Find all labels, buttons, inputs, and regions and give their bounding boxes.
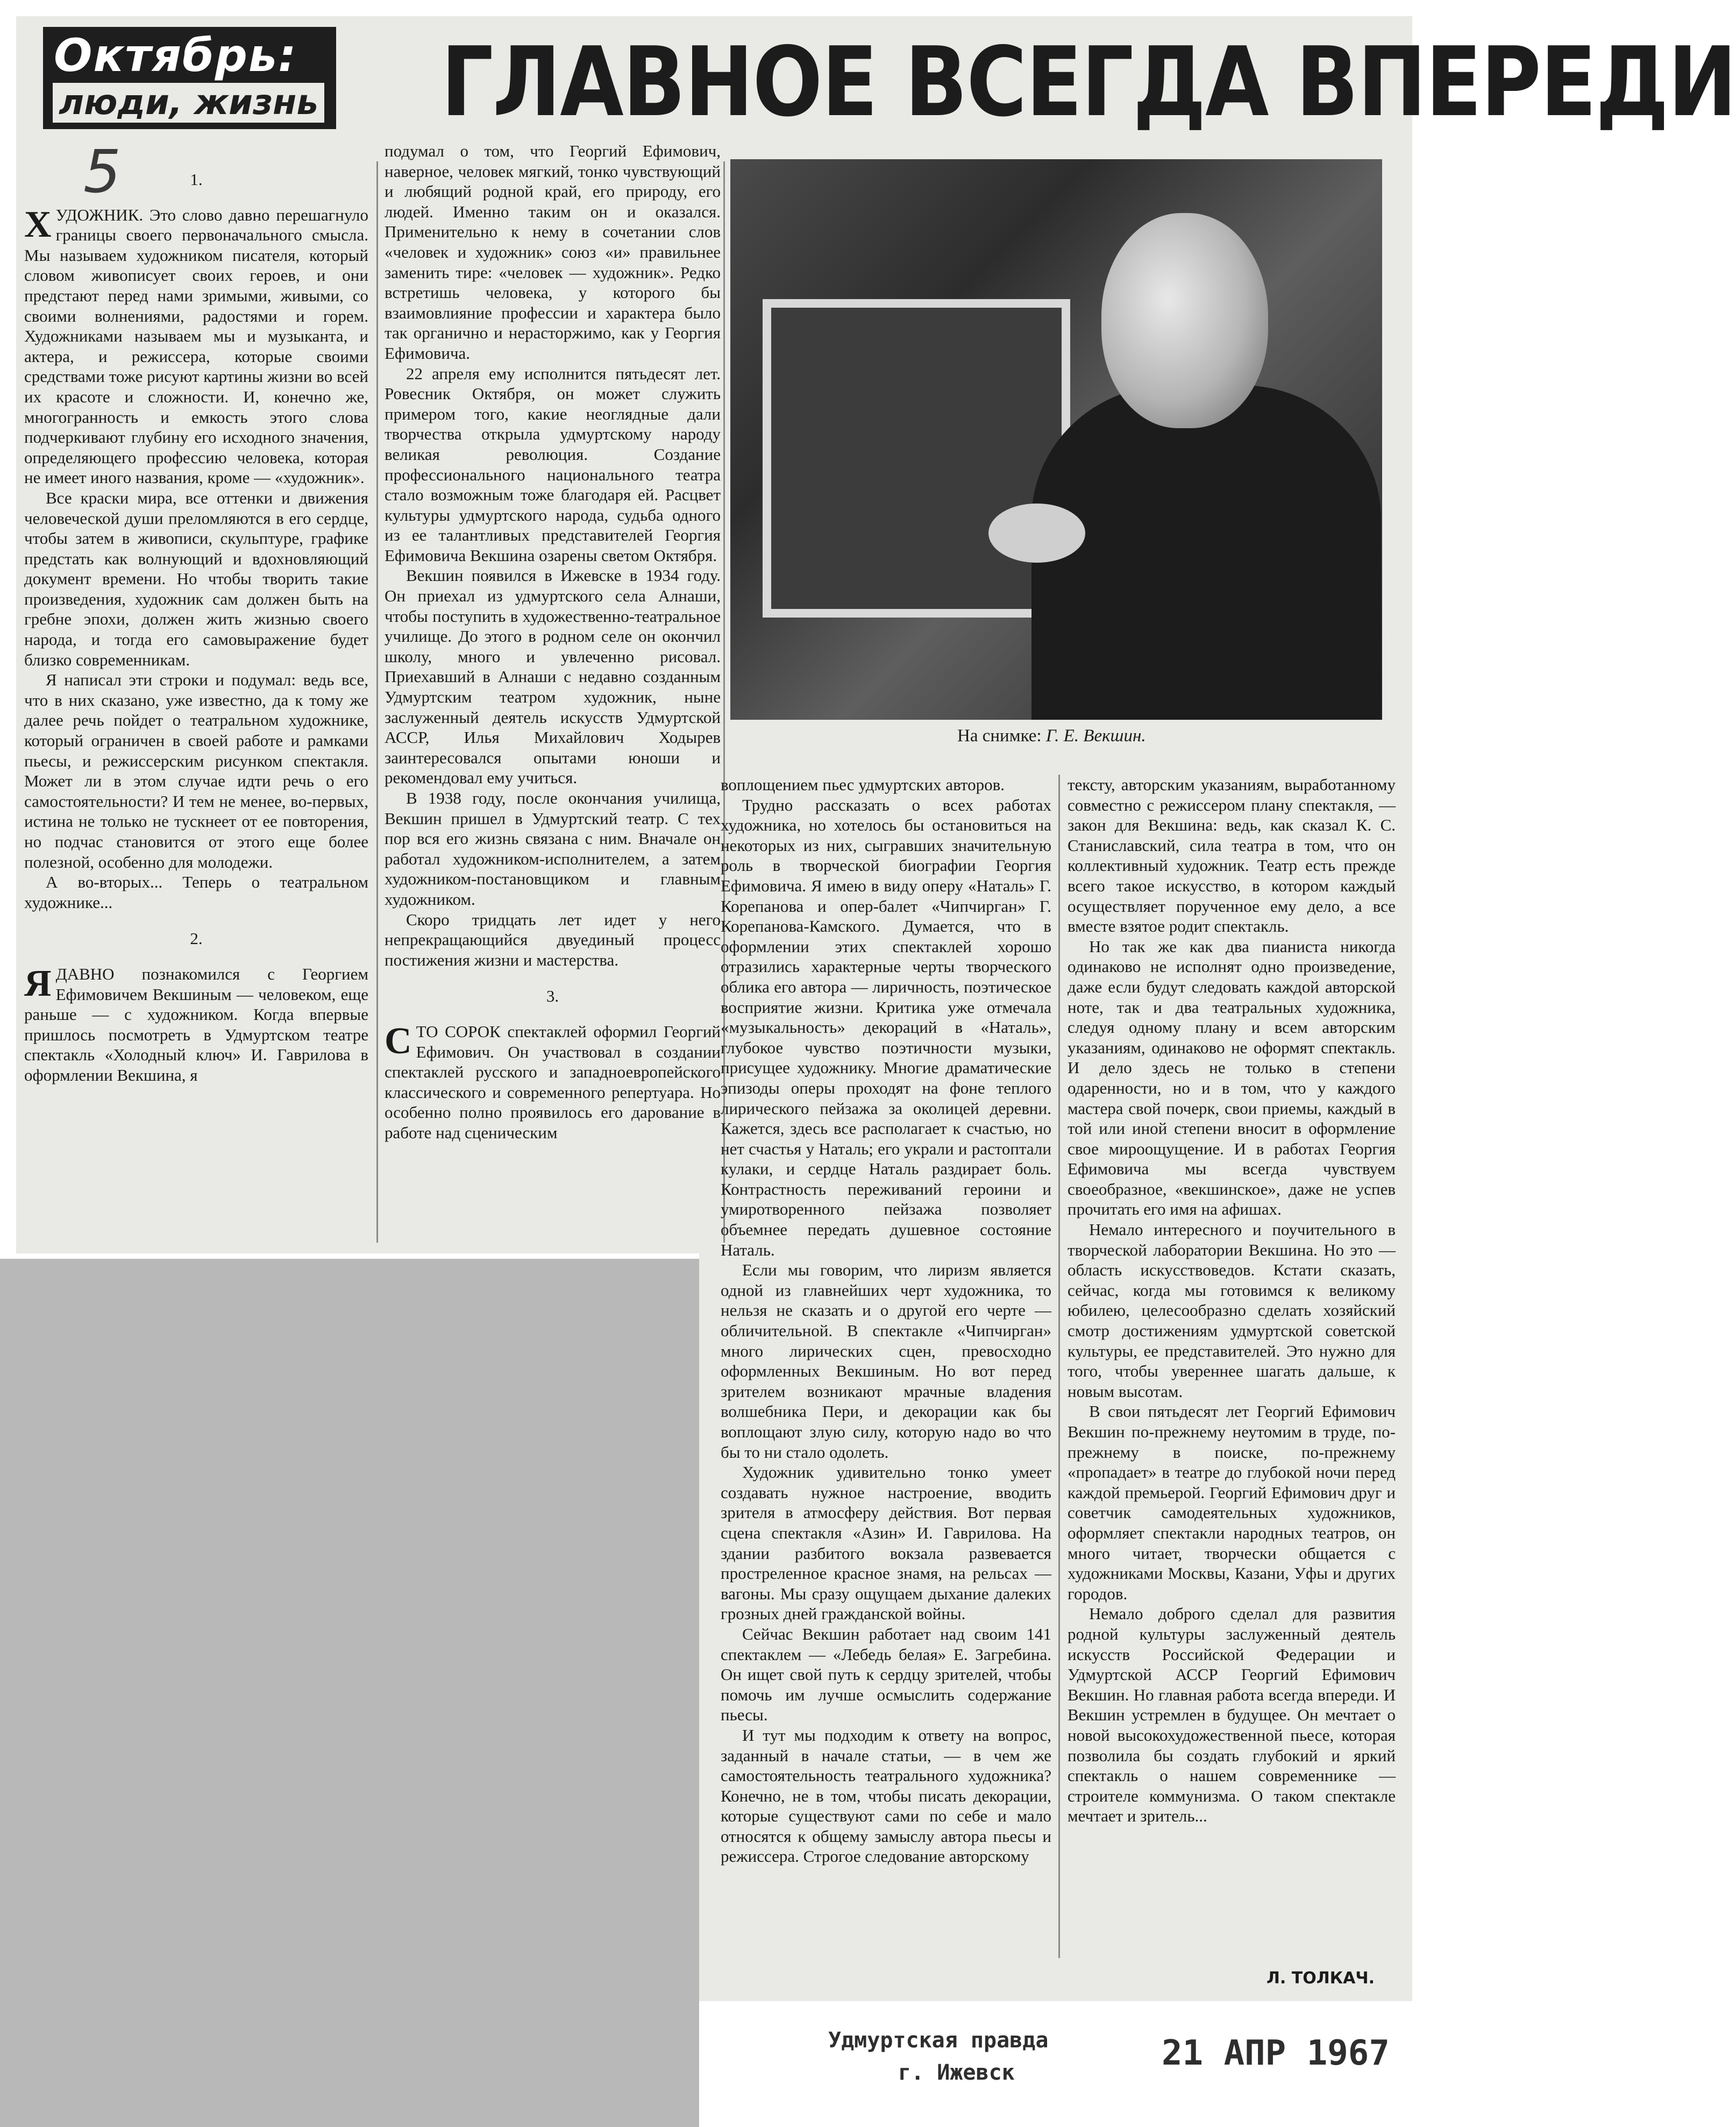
headline: ГЛАВНОЕ ВСЕГДА ВПЕРЕДИ [441, 26, 1736, 138]
paragraph: А во-вторых... Теперь о театральном художнике... [24, 873, 368, 912]
section-number-1: 1. [190, 170, 203, 189]
stamp-newspaper: Удмуртская правда [828, 2028, 1049, 2053]
drop-cap-x: Х [24, 203, 52, 245]
paragraph: ДАВНО познакомился с Георгием Ефимовичем Векшиным — человеком, еще раньше — с художником. Когда впервые пришлось посмотреть в Удмуртском театре спектакль «Холодный ключ» И. Гаврилова в оформлении Векшина, я [24, 964, 368, 1084]
paragraph: В 1938 году, после окончания училища, Векшин пришел в Удмуртский театр. С тех пор вся его жизнь связана с ним. Вначале он работал художником-исполнителем, а затем художником-постановщиком и главным художником. [385, 789, 721, 909]
paragraph: Если мы говорим, что лиризм является одной из главнейших черт художника, то нельзя не сказать и о другой его черте — обличительной. В спектакле «Чипчирган» много лирических сцен, превосходно оформленных Векшиным. Но вот перед зрителем возникают мрачные владения волшебника Пери, и декорации как бы воплощают злую силу, которую надо во что бы то ни стало одолеть. [721, 1260, 1051, 1462]
portrait-photo [730, 159, 1382, 720]
paragraph: воплощением пьес удмуртских авторов. [721, 775, 1005, 794]
paragraph: ТО СОРОК спектаклей оформил Георгий Ефимович. Он участвовал в создании спектаклей русского и западноевропейского классического и современного репертуара. Но особенно полно проявилось его дарование в работе над сценическим [385, 1022, 721, 1142]
paragraph: подумал о том, что Георгий Ефимович, наверное, человек мягкий, тонко чувствующий и любящий родной край, его природу, его людей. Именно таким он и оказался. Применительно к нему в сочетании слов «человек и художник» союз «и» правильнее заменить тире: «человек — художник». Редко встретишь человека, у которого бы взаимовлияние профессии и характера было так органично и нерасторжимо, как у Георгия Ефимовича. [385, 141, 721, 363]
drop-cap-ya: Я [24, 962, 52, 1004]
paragraph: Векшин появился в Ижевске в 1934 году. Он приехал из удмуртского села Алнаши, чтобы поступить в художественно-театральное училище. До этого в родном селе он окончил школу, много и увлеченно рисовал. Приехавший в Алнаши с недавно созданным Удмуртским театром художник, ныне заслуженный деятель искусств Удмуртской АССР, Илья Михайлович Ходырев заинтересовался опытами юноши и рекомендовал ему учиться. [385, 566, 721, 788]
drop-cap-s: С [385, 1020, 412, 1062]
paragraph: Трудно рассказать о всех работах художника, но хотелось бы остановиться на некоторых из них, сыгравших значительную роль в творческой биографии Георгия Ефимовича. Я имею в виду оперу «Наталь» Г. Корепанова и опер-балет «Чипчирган» Г. Корепанова-Камского. Думается, что в оформлении этих спектаклей хорошо отразились характерные черты творческого облика его автора — лиричность, поэтическое восприятие жизни. Критика уже отмечала «музыкальность» декораций в «Наталь», глубокое чувство поэтичности музыки, присущее художнику. Многие драматические эпизоды оперы проходят на фоне теплого лирического пейзажа за околицей деревни. Кажется, здесь все располагает к счастью, но нет счастья у Наталь; его украли и растоптали кулаки, и сердце Наталь раздирает боль. Контрастность переживаний героини и умиротворенного пейзажа позволяет объемнее передать душевное состояние Наталь. [721, 795, 1051, 1259]
caption-name: Г. Е. Векшин. [1045, 726, 1146, 746]
paragraph: тексту, авторским указаниям, выработанному совместно с режиссером плану спектакля, — закон для Векшина: ведь, как сказал К. С. Станиславский, сила театра в том, что он коллективный художник. Театр есть прежде всего такое искусство, в котором каждый осуществляет порученное ему дело, а все вместе взятое родит спектакль. [1068, 775, 1396, 936]
scan-background [0, 1259, 699, 2127]
paragraph: Немало доброго сделал для развития родной культуры заслуженный деятель искусств Российской Федерации и Удмуртской АССР Георгий Ефимович Векшин. Но главная работа всегда впереди. И Векшин устремлен в будущее. Он мечтает о новой высокохудожественной пьесе, которая позволила бы создать глубокий и яркий спектакль о нашем современнике — строителе коммунизма. О таком спектакле мечтает и зритель... [1068, 1604, 1396, 1826]
paragraph: Художник удивительно тонко умеет создавать нужное настроение, вводить зрителя в атмосферу действия. Вот первая сцена спектакля «Азин» И. Гаврилова. На здании разбитого вокзала развевается простреленное красное знамя, на рельсах — вагоны. Мы сразу ощущаем дыхание далеких грозных дней гражданской войны. [721, 1463, 1051, 1623]
paragraph: Все краски мира, все оттенки и движения человеческой души преломляются в его сердце, чтобы затем в живописи, скульптуре, графике предстать как волнующий и вдохновляющий документ времени. Но чтобы творить такие произведения, художник сам должен быть на гребне эпохи, должен жить жизнью своего народа, и тогда его самовыражение будет близко современникам. [24, 488, 368, 669]
paragraph: Я написал эти строки и подумал: ведь все, что в них сказано, уже известно, да к тому же далее речь пойдет о театральном художнике, который ограничен в своей работе и рамками пьесы, и режиссерским рисунком спектакля. Может ли в этом случае идти речь о его самостоятельности? И тем не менее, во-первых, истина не только не тускнеет от ее повторения, но подчас становится от этого еще более полезной, особенно для молодежи. [24, 670, 368, 871]
column-4 [1068, 775, 1396, 1826]
rubric-people-life: люди, жизнь [53, 83, 324, 123]
photo-caption [957, 726, 1146, 746]
paragraph: 22 апреля ему исполнится пятьдесят лет. Ровесник Октября, он может служить примером того, какие неоглядные дали творчества открыла удмуртскому народу великая революция. Создание профессионального национального театра стало возможным тоже благодаря ей. Расцвет культуры удмуртского народа, судьба одного из ее талантливых представителей Георгия Ефимовича Векшина озарены светом Октября. [385, 364, 721, 565]
paragraph: В свои пятьдесят лет Георгий Ефимович Векшин по-прежнему неутомим в труде, по-прежнему в поиске, по-прежнему «пропадает» в театре до глубокой ночи перед каждой премьерой. Георгий Ефимович друг и советчик самодеятельных художников, оформляет спектакли народных театров, он много читает, творчески общается с художниками Москвы, Казани, Уфы и других городов. [1068, 1402, 1396, 1603]
handwritten-number: 5 [83, 137, 121, 206]
caption-prefix: На снимке: [957, 726, 1042, 746]
section-number-3: 3. [546, 987, 559, 1006]
photo-hand [988, 504, 1085, 563]
column-3 [721, 775, 1051, 1867]
paragraph: Немало интересного и поучительного в творческой лаборатории Векшина. Но это — область искусствоведов. Кстати сказать, сейчас, когда мы готовимся к великому юбилею, целесообразно сделать хозяйский смотр достижениям удмуртской советской культуры, ее представителей. Это нужно для того, чтобы увереннее шагать дальше, к новым высотам. [1068, 1220, 1396, 1401]
photo-figure [1031, 385, 1381, 720]
stamp-city: г. Ижевск [898, 2060, 1015, 2085]
paragraph: УДОЖНИК. Это слово давно перешагнуло границы своего первоначального смысла. Мы называем художником писателя, который словом живописует своих героев, и они предстают перед нами зримыми, живыми, со своими волнениями, радостями и горем. Художниками называем мы и музыканта, и актера, и режиссера, которые своими средствами тоже рисуют картины жизни во всей их красоте и сложности. И, конечно же, многогранность и емкость этого слова подчеркивают глубину его исходного значения, определяющего профессию человека, которая не имеет иного названия, кроме — «художник». [24, 205, 368, 487]
section-number-2: 2. [190, 929, 203, 948]
photo-painting [763, 299, 1070, 618]
paragraph: И тут мы подходим к ответу на вопрос, заданный в начале статьи, — в чем же самостоятельность театрального художника? Конечно, не в том, чтобы писать декорации, которые существуют сами по себе и мало относятся к общему замыслу автора пьесы и режиссера. Строгое следование авторскому [721, 1725, 1051, 1866]
rubric-box [43, 27, 336, 129]
column-2 [385, 141, 721, 1143]
column-rule [1058, 775, 1060, 1958]
author-signature: Л. ТОЛКАЧ. [1267, 1969, 1375, 1988]
column-rule [376, 161, 378, 1243]
paragraph: Сейчас Векшин работает над своим 141 спектаклем — «Лебедь белая» Е. Загребина. Он ищет свой путь к сердцу зрителей, чтобы помочь им лучше осмыслить содержание пьесы. [721, 1624, 1051, 1725]
photo-face [1101, 213, 1268, 428]
paragraph: Скоро тридцать лет идет у него непрекращающийся двуединый процесс постижения жизни и мастерства. [385, 910, 721, 969]
rubric-october: Октябрь: [54, 29, 297, 82]
stamp-date: 21 АПР 1967 [1162, 2033, 1390, 2073]
paragraph: Но так же как два пианиста никогда одинаково не исполнят одно произведение, даже если будут следовать каждой авторской ноте, так и два театральных художника, следуя одному плану и всем авторским указаниям, одинаково не оформят спектакль. И дело здесь не только в степени одаренности, но и в том, что у каждого мастера свой почерк, свои приемы, каждый в той или иной степени вносит в оформление свое мироощущение. И в работах Георгия Ефимовича мы всегда чувствуем своеобразное, «векшинское», даже не успев прочитать его имя на афишах. [1068, 937, 1396, 1219]
column-1 [24, 169, 368, 1086]
